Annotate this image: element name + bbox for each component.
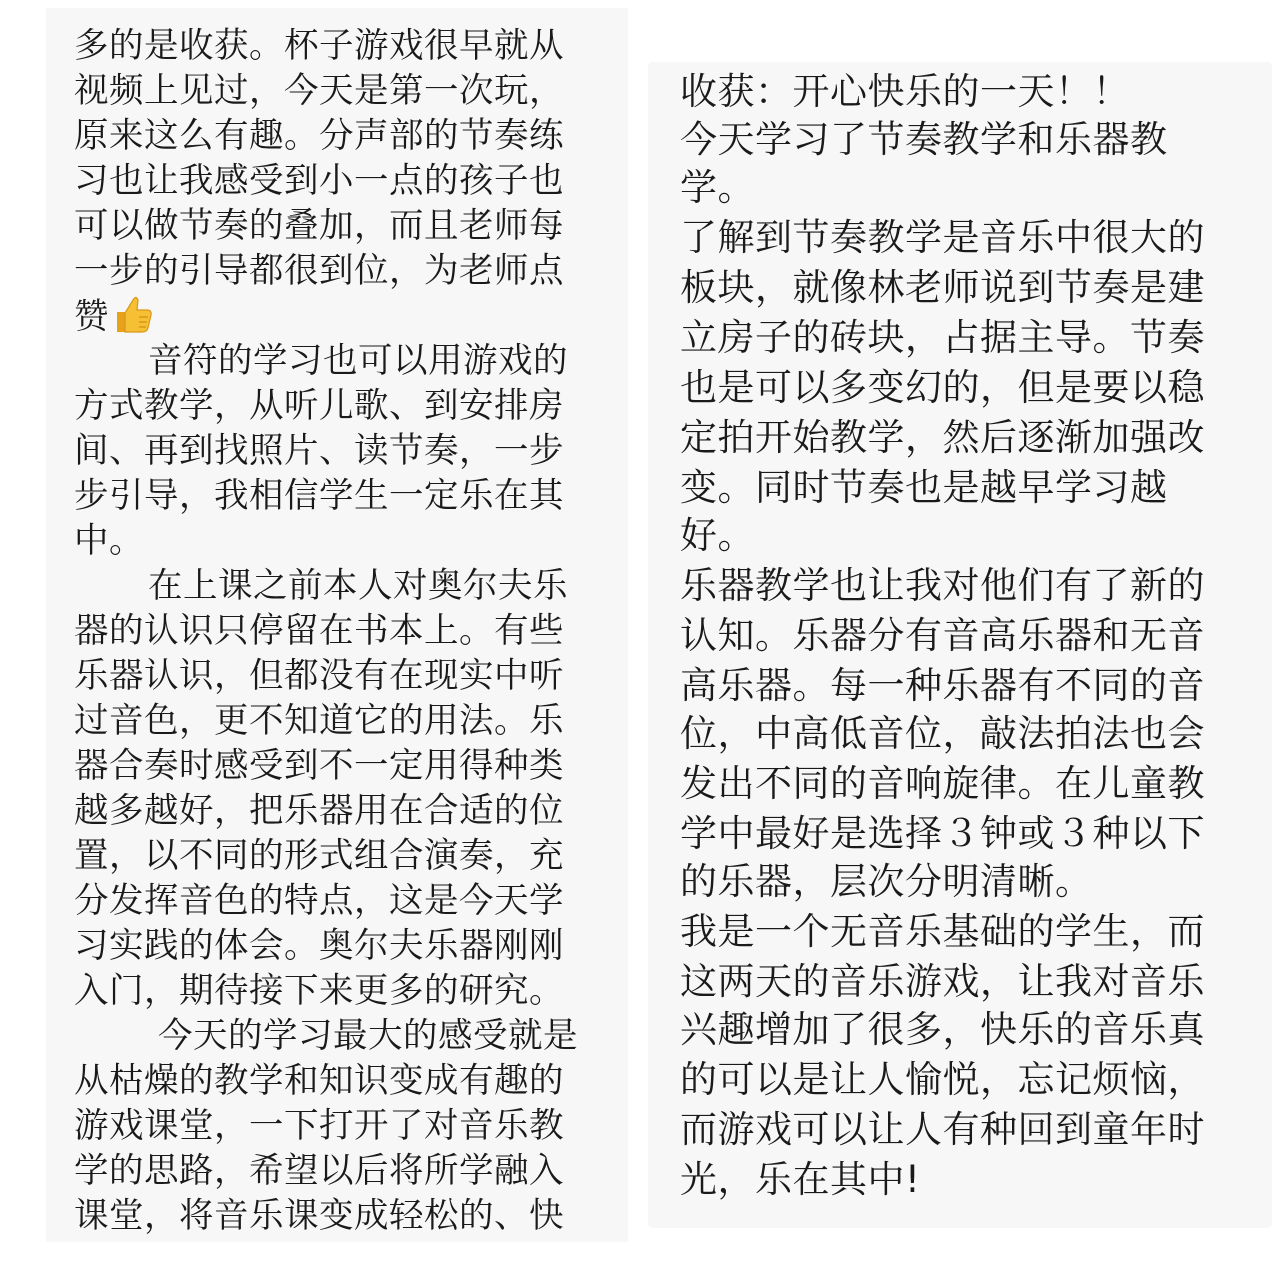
right-note-line: 位，中高低音位，敲法拍法也会 — [680, 712, 1205, 755]
right-note-line: 发出不同的音响旋律。在儿童教 — [680, 762, 1205, 805]
right-note-line: 光，乐在其中! — [680, 1158, 921, 1201]
right-note-line: 乐器教学也让我对他们有了新的 — [680, 564, 1205, 607]
left-note-line: 分发挥音色的特点，这是今天学 — [74, 881, 564, 921]
right-note-line: 变。同时节奏也是越早学习越 — [680, 466, 1168, 509]
left-note-line: 入门，期待接下来更多的研究。 — [74, 971, 564, 1011]
left-note-line: 原来这么有趣。分声部的节奏练 — [74, 116, 564, 156]
left-note-line: 习实践的体会。奥尔夫乐器刚刚 — [74, 926, 564, 966]
left-note-line: 方式教学，从听儿歌、到安排房 — [74, 386, 564, 426]
right-note-line: 今天学习了节奏教学和乐器教 — [680, 118, 1168, 161]
left-note-line: 从枯燥的教学和知识变成有趣的 — [74, 1061, 564, 1101]
left-note-line: 中。 — [74, 521, 144, 561]
left-note-panel — [46, 8, 628, 1242]
right-note-line: 了解到节奏教学是音乐中很大的 — [680, 216, 1205, 259]
left-note-line: 过音色，更不知道它的用法。乐 — [74, 701, 564, 741]
left-note-line: 器的认识只停留在书本上。有些 — [74, 611, 564, 651]
left-note-line: 可以做节奏的叠加，而且老师每 — [74, 206, 564, 246]
right-note-line: 学中最好是选择３钟或３种以下 — [680, 812, 1205, 855]
left-note-line: 课堂，将音乐课变成轻松的、快 — [74, 1196, 564, 1236]
left-note-line: 赞 — [74, 297, 109, 337]
left-note-line: 视频上见过，今天是第一次玩， — [74, 71, 564, 111]
right-note-line: 兴趣增加了很多，快乐的音乐真 — [680, 1008, 1205, 1051]
left-note-line: 间、再到找照片、读节奏，一步 — [74, 431, 564, 471]
right-note-line: 高乐器。每一种乐器有不同的音 — [680, 664, 1205, 707]
left-note-line: 置，以不同的形式组合演奏，充 — [74, 836, 564, 876]
right-note-line: 好。 — [680, 514, 755, 557]
left-note-line: 音符的学习也可以用游戏的 — [148, 341, 568, 381]
left-margin — [0, 0, 6, 1280]
right-note-line: 认知。乐器分有音高乐器和无音 — [680, 614, 1205, 657]
left-note-line: 游戏课堂，一下打开了对音乐教 — [74, 1106, 564, 1146]
left-note-line: 今天的学习最大的感受就是 — [158, 1016, 578, 1056]
left-note-line: 一步的引导都很到位，为老师点 — [74, 251, 564, 291]
right-note-line: 定拍开始教学，然后逐渐加强改 — [680, 416, 1205, 459]
left-note-line: 器合奏时感受到不一定用得种类 — [74, 746, 564, 786]
right-note-line: 板块，就像林老师说到节奏是建 — [680, 266, 1205, 309]
right-note-line: 的乐器，层次分明清晰。 — [680, 860, 1093, 903]
right-note-line: 也是可以多变幻的，但是要以稳 — [680, 366, 1205, 409]
right-note-panel — [648, 62, 1272, 1228]
right-note-line: 立房子的砖块，占据主导。节奏 — [680, 316, 1205, 359]
thumbs-up-icon — [111, 292, 155, 336]
right-note-line: 收获：开心快乐的一天！！ — [680, 70, 1130, 113]
right-note-line: 我是一个无音乐基础的学生，而 — [680, 910, 1205, 953]
right-note-line: 而游戏可以让人有种回到童年时 — [680, 1108, 1205, 1151]
left-note-line: 步引导，我相信学生一定乐在其 — [74, 476, 564, 516]
left-note-line: 越多越好，把乐器用在合适的位 — [74, 791, 564, 831]
left-note-line: 多的是收获。杯子游戏很早就从 — [74, 26, 564, 66]
left-note-line: 学的思路，希望以后将所学融入 — [74, 1151, 564, 1191]
left-note-line: 在上课之前本人对奥尔夫乐 — [148, 566, 568, 606]
right-note-line: 学。 — [680, 166, 755, 209]
left-note-line-with-emoji — [74, 292, 155, 339]
left-note-line: 乐器认识，但都没有在现实中听 — [74, 656, 564, 696]
left-note-line: 习也让我感受到小一点的孩子也 — [74, 161, 564, 201]
right-note-line: 的可以是让人愉悦，忘记烦恼， — [680, 1058, 1205, 1101]
right-note-line: 这两天的音乐游戏，让我对音乐 — [680, 960, 1205, 1003]
